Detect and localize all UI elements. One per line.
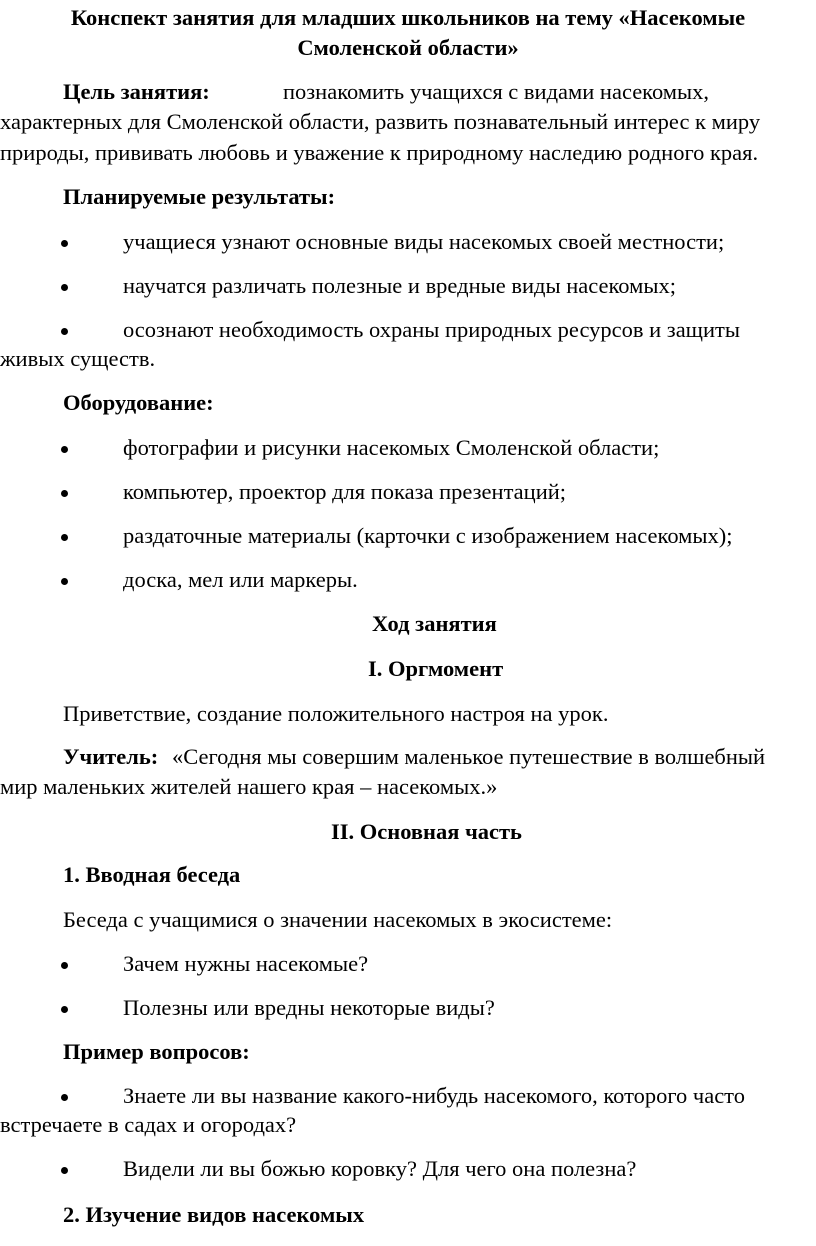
teacher-text-line-2: мир маленьких жителей нашего края – насекомых.» [0,774,498,799]
bullet-icon [61,446,68,453]
greeting-text: Приветствие, создание положительного настроя на урок. [63,701,609,726]
bullet-icon [61,328,68,335]
bullet-icon [61,284,68,291]
examples-item-1-continuation: встречаете в садах и огородах? [0,1112,297,1137]
equipment-item-1: фотографии и рисунки насекомых Смоленской области; [123,435,660,460]
lesson-heading: Ход занятия [372,611,497,636]
results-heading: Планируемые результаты: [63,184,336,209]
equipment-item-2: компьютер, проектор для показа презентаций; [123,479,567,504]
bullet-icon [61,1167,68,1174]
bullet-icon [61,578,68,585]
results-item-3-continuation: живых существ. [0,346,156,371]
study-heading: 2. Изучение видов насекомых [63,1202,365,1227]
goal-text-line-3: природы, прививать любовь и уважение к природному наследию родного края. [0,140,759,165]
equipment-item-4: доска, мел или маркеры. [123,567,358,592]
bullet-icon [61,1094,68,1101]
results-item-2: научатся различать полезные и вредные виды насекомых; [123,273,676,298]
bullet-icon [61,1006,68,1013]
document-title-line-2: Смоленской области» [297,35,519,60]
intro-item-2: Полезны или вредны некоторые виды? [123,995,495,1020]
goal-text-line-1: познакомить учащихся с видами насекомых, [283,79,710,104]
examples-item-2: Видели ли вы божью коровку? Для чего она полезна? [123,1156,637,1181]
document-title-line-1: Конспект занятия для младших школьников на тему «Насекомые [70,5,746,30]
intro-heading: 1. Вводная беседа [63,862,241,887]
examples-item-1: Знаете ли вы название какого-нибудь насекомого, которого часто [123,1083,745,1108]
examples-heading: Пример вопросов: [63,1039,250,1064]
results-item-1: учащиеся узнают основные виды насекомых своей местности; [123,229,725,254]
bullet-icon [61,240,68,247]
teacher-text-line-1: «Сегодня мы совершим маленькое путешествие в волшебный [172,744,766,769]
part1-heading: I. Оргмомент [368,656,504,681]
bullet-icon [61,490,68,497]
bullet-icon [61,962,68,969]
bullet-icon [61,534,68,541]
intro-text: Беседа с учащимися о значении насекомых в экосистеме: [63,907,613,932]
part2-heading: II. Основная часть [331,819,522,844]
goal-label: Цель занятия: [63,79,210,104]
results-item-3: осознают необходимость охраны природных ресурсов и защиты [123,317,740,342]
goal-text-line-2: характерных для Смоленской области, развить познавательный интерес к миру [0,109,761,134]
teacher-label: Учитель: [63,744,159,769]
equipment-item-3: раздаточные материалы (карточки с изображением насекомых); [123,523,733,548]
equipment-heading: Оборудование: [63,390,214,415]
intro-item-1: Зачем нужны насекомые? [123,951,369,976]
